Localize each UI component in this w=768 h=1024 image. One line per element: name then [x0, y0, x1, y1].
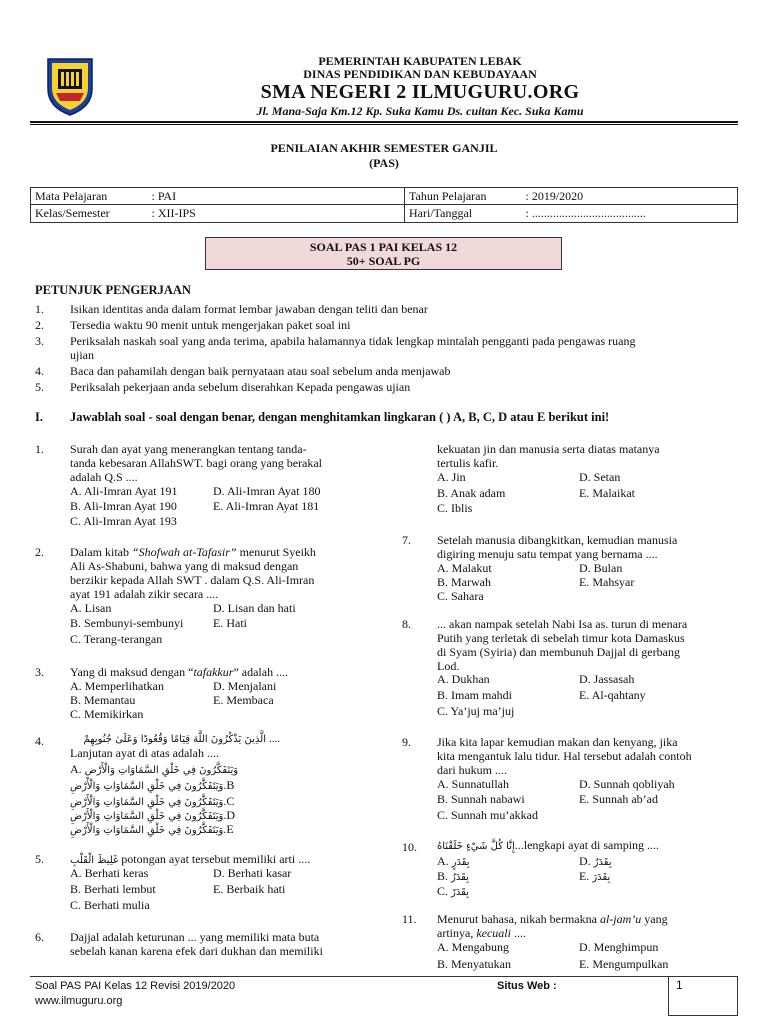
section-instruction: Jawablah soal - soal dengan benar, dengan menghitamkan lingkaran ( ) A, B, C, D atau E berikut ini!: [70, 410, 610, 424]
question-text: tanda kebesaran AllahSWT. bagi orang yang berakal: [70, 456, 323, 470]
instruction-text: Isikan identitas anda dalam format lembar jawaban dengan teliti dan benar: [70, 302, 428, 316]
hari-value: : ......................................: [522, 205, 738, 222]
question-number: 11.: [402, 912, 417, 926]
question-text: Dajjal adalah keturunan ... yang memiliki mata buta: [70, 930, 320, 944]
option-e[interactable]: E. Hati: [213, 616, 247, 630]
instruction-num: 2.: [35, 318, 44, 332]
option-c[interactable]: C. Ali-Imran Ayat 193: [70, 514, 177, 528]
option-e[interactable]: E. Membaca: [213, 693, 274, 707]
option-c[interactable]: C. Sunnah mu’akkad: [437, 808, 538, 822]
tahun-label: Tahun Pelajaran: [405, 188, 522, 205]
instruction-text: Periksalah pekerjaan anda sebelum diserahkan Kepada pengawas ujian: [70, 380, 411, 394]
option-b[interactable]: وَيَتَفَكَّرُونَ فِي خَلْقِ السَّمَاوَاتِ وَالْأَرْضِ.B: [70, 778, 235, 792]
arabic-verse: الَّذِينَ يَذْكُرُونَ اللَّهَ قِيَامًا وَقُعُودًا وَعَلَىٰ جُنُوبِهِمْ ....: [83, 733, 280, 745]
option-b[interactable]: B. Ali-Imran Ayat 190: [70, 499, 177, 513]
mapel-label: Mata Pelajaran: [31, 188, 148, 205]
instruction-num: 5.: [35, 380, 44, 394]
exam-title: PENILAIAN AKHIR SEMESTER GANJIL: [270, 141, 498, 155]
question-text: di Syam (Syiria) dan membunuh Dajjal di gerbang: [437, 645, 680, 659]
question-text: ... akan nampak setelah Nabi Isa as. turun di menara: [437, 617, 688, 631]
option-e[interactable]: E. Mahsyar: [579, 575, 635, 589]
option-b[interactable]: B. Imam mahdi: [437, 688, 512, 702]
option-e[interactable]: E. Ali-Imran Ayat 181: [213, 499, 320, 513]
option-d[interactable]: D. Ali-Imran Ayat 180: [213, 484, 321, 498]
instruction-text: Baca dan pahamilah dengan baik pernyataan atau soal sebelum anda menjawab: [70, 364, 451, 378]
option-c[interactable]: C. Memikirkan: [70, 707, 144, 721]
identity-table: [30, 187, 738, 223]
kelas-value: : XII-IPS: [148, 205, 405, 222]
question-text: غَلِيظَ الْقَلْبِ potongan ayat tersebut memiliki arti ....: [70, 852, 311, 866]
question-text: adalah Q.S ....: [70, 470, 138, 484]
school-name: SMA NEGERI 2 ILMUGURU.ORG: [260, 81, 580, 103]
question-number: 4.: [35, 734, 44, 748]
option-a[interactable]: A. Ali-Imran Ayat 191: [70, 484, 178, 498]
option-a[interactable]: A. Sunnatullah: [437, 777, 509, 791]
instruction-text: Tersedia waktu 90 menit untuk mengerjakan paket soal ini: [70, 318, 351, 332]
page-number: 1: [676, 978, 683, 992]
option-d[interactable]: D. Jassasah: [579, 672, 635, 686]
option-a[interactable]: A. Malakut: [437, 561, 492, 575]
question-number: 1.: [35, 442, 44, 456]
question-number: 2.: [35, 545, 44, 559]
option-c[interactable]: C. Iblis: [437, 501, 473, 515]
question-text: dari hukum ....: [437, 763, 507, 777]
option-b[interactable]: B. بِقَدَرُ: [437, 869, 469, 883]
option-d[interactable]: وَيَتَفَكَّرُونَ فِي خَلْقِ السَّمَاوَاتِ وَالْأَرْضِ.D: [70, 808, 236, 822]
exam-subtitle: (PAS): [369, 156, 399, 170]
question-text: sebelah kanan karena efek dari dukhan dan memiliki: [70, 944, 323, 958]
option-a[interactable]: A. Lisan: [70, 601, 112, 615]
option-b[interactable]: B. Marwah: [437, 575, 491, 589]
instruction-num: 1.: [35, 302, 44, 316]
option-d[interactable]: D. Sunnah qobliyah: [579, 777, 675, 791]
soal-box: [205, 237, 562, 270]
question-text: ayat 191 adalah zikir secara ....: [70, 587, 219, 601]
question-text: Dalam kitab “Shofwah at-Tafasir” menurut Syeikh: [70, 545, 316, 559]
header-divider-thin: [30, 124, 738, 125]
question-text: Menurut bahasa, nikah bermakna al-jam’u yang: [437, 912, 668, 926]
footer-url[interactable]: www.ilmuguru.org: [35, 995, 123, 1007]
question-number: 6.: [35, 930, 44, 944]
option-e[interactable]: E. بِقَدَرَ: [579, 869, 611, 883]
option-a[interactable]: A. Dukhan: [437, 672, 490, 686]
instruction-num: 3.: [35, 334, 44, 348]
option-d[interactable]: D. Lisan dan hati: [213, 601, 296, 615]
header-divider: [30, 121, 738, 123]
question-text: Jika kita lapar kemudian makan dan kenyang, jika: [437, 735, 678, 749]
hari-label: Hari/Tanggal: [405, 205, 522, 222]
question-number: 5.: [35, 852, 44, 866]
school-logo: [44, 55, 96, 117]
option-c[interactable]: C. Terang-terangan: [70, 632, 163, 646]
question-text: Putih yang terletak di sebelah timur kota Damaskus: [437, 631, 685, 645]
option-c[interactable]: C. Sahara: [437, 589, 484, 603]
question-text: Ali As-Shabuni, bahwa yang di maksud dengan: [70, 559, 299, 573]
question-number: 3.: [35, 665, 44, 679]
section-number: I.: [35, 410, 43, 424]
school-address: Jl. Mana-Saja Km.12 Kp. Suka Kamu Ds. cuitan Kec. Suka Kamu: [256, 104, 584, 118]
question-number: 8.: [402, 617, 411, 631]
option-d[interactable]: D. Bulan: [579, 561, 623, 575]
question-text: artinya, kecuali ....: [437, 926, 526, 940]
kelas-label: Kelas/Semester: [31, 205, 148, 222]
soal-box-subtitle: 50+ SOAL PG: [346, 254, 421, 268]
header-government: PEMERINTAH KABUPATEN LEBAK: [318, 54, 522, 68]
option-b[interactable]: B. Berhati lembut: [70, 882, 156, 896]
option-a[interactable]: A. وَيَتَفَكَّرُونَ فِي خَلْقِ السَّمَاوَاتِ وَالْأَرْضِ: [70, 762, 239, 776]
option-e[interactable]: E. Malaikat: [579, 486, 635, 500]
option-d[interactable]: D. Berhati kasar: [213, 866, 292, 880]
question-text: Surah dan ayat yang menerangkan tentang tanda-: [70, 442, 307, 456]
question-number: 9.: [402, 735, 411, 749]
option-c[interactable]: C. Ya’juj ma’juj: [437, 704, 515, 718]
option-d[interactable]: D. Menjalani: [213, 679, 277, 693]
instructions-title: PETUNJUK PENGERJAAN: [35, 283, 191, 297]
option-b[interactable]: B. Anak adam: [437, 486, 506, 500]
soal-box-title: SOAL PAS 1 PAI KELAS 12: [309, 240, 458, 254]
option-c[interactable]: C. Berhati mulia: [70, 898, 150, 912]
option-e[interactable]: وَيَتَفَكَّرُونَ فِي خَلْقِ السَّمَاوَاتِ وَالْأَرْضِ.E: [70, 822, 234, 836]
option-a[interactable]: A. Jin: [437, 470, 466, 484]
mapel-value: : PAI: [148, 188, 405, 205]
option-d[interactable]: D. Setan: [579, 470, 621, 484]
question-text: إِنَّا كُلَّ شَيْءٍ خَلَقْنَاهُ...lengkapi ayat di samping ....: [437, 838, 660, 852]
option-b[interactable]: B. Memantau: [70, 693, 136, 707]
header-department: DINAS PENDIDIKAN DAN KEBUDAYAAN: [303, 67, 537, 81]
instruction-text: ujian: [70, 348, 94, 362]
footer-divider: [30, 976, 738, 977]
instruction-text: Periksalah naskah soal yang anda terima, apabila halamannya tidak lengkap mintalah pengganti pada pengawas ruang: [70, 334, 636, 348]
option-d[interactable]: D. Menghimpun: [579, 940, 659, 954]
option-e[interactable]: E. Berbaik hati: [213, 882, 286, 896]
question-text: kekuatan jin dan manusia serta diatas matanya: [437, 442, 660, 456]
option-a[interactable]: A. Berhati keras: [70, 866, 149, 880]
question-text: berzikir kepada Allah SWT . dalam Q.S. Ali-Imran: [70, 573, 315, 587]
instruction-num: 4.: [35, 364, 44, 378]
option-b[interactable]: B. Sembunyi-sembunyi: [70, 616, 184, 630]
question-text: kita mengantuk lalu tidur. Hal tersebut adalah contoh: [437, 749, 692, 763]
question-text: tertulis kafir.: [437, 456, 499, 470]
question-number: 7.: [402, 533, 411, 547]
question-text: digiring menuju satu tempat yang bernama ....: [437, 547, 658, 561]
option-e[interactable]: E. Mengumpulkan: [579, 957, 669, 971]
option-b[interactable]: B. Menyatukan: [437, 957, 511, 971]
question-text: Lod.: [437, 659, 460, 673]
option-b[interactable]: B. Sunnah nabawi: [437, 792, 525, 806]
option-e[interactable]: E. Sunnah ab’ad: [579, 792, 658, 806]
option-e[interactable]: E. Al-qahtany: [579, 688, 646, 702]
footer-web-label: Situs Web :: [497, 980, 557, 992]
tahun-value: : 2019/2020: [522, 188, 738, 205]
question-text: Lanjutan ayat di atas adalah ....: [70, 746, 219, 760]
option-d[interactable]: D. بِقَدَرٌ: [579, 854, 612, 868]
question-text: Setelah manusia dibangkitkan, kemudian manusia: [437, 533, 678, 547]
option-a[interactable]: A. بِقَدَرٍ: [437, 854, 470, 868]
option-c[interactable]: C. بِقَدَرً: [437, 884, 469, 898]
footer-title: Soal PAS PAI Kelas 12 Revisi 2019/2020: [35, 980, 236, 992]
question-number: 10.: [402, 840, 417, 854]
option-c[interactable]: وَيَتَفَكَّرُونَ فِي خَلْقِ السَّمَاوَاتِ وَالْأَرْضِ.C: [70, 794, 235, 808]
option-a[interactable]: A. Mengabung: [437, 940, 509, 954]
question-text: Yang di maksud dengan “tafakkur” adalah ....: [70, 665, 289, 679]
option-a[interactable]: A. Memperlihatkan: [70, 679, 164, 693]
